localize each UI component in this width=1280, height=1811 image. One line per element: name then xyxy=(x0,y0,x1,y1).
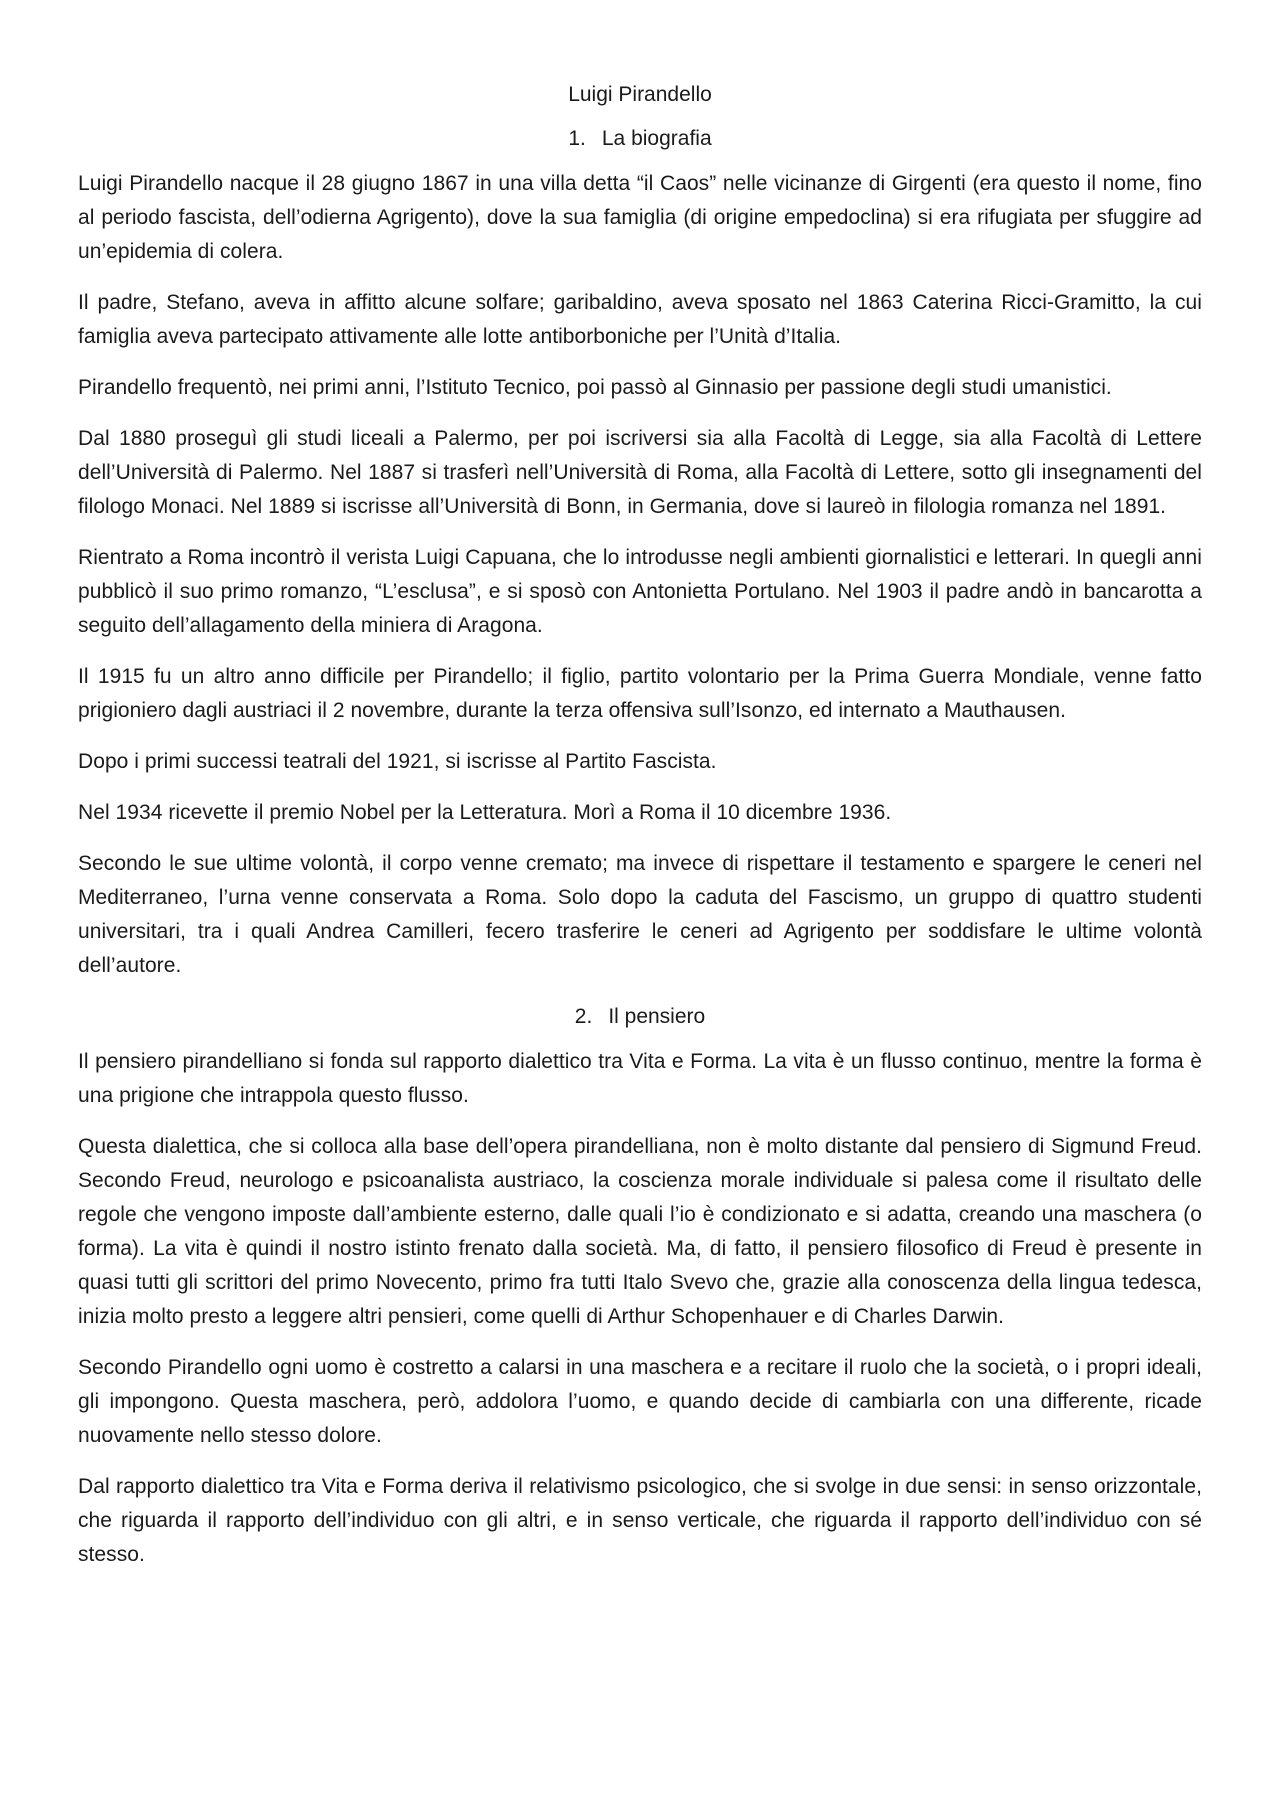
section-number: 2. xyxy=(574,1005,593,1028)
section-heading xyxy=(78,1000,1202,1034)
paragraph: Dal rapporto dialettico tra Vita e Forma deriva il relativismo psicologico, che si svolge in due sensi: in senso orizzontale, che riguarda il rapporto dell’individuo con gli altri, e in senso verticale, che riguarda il rapporto dell’individuo con sé stesso. xyxy=(78,1475,1202,1566)
paragraph: Secondo Pirandello ogni uomo è costretto a calarsi in una maschera e a recitare il ruolo che la società, o i propri ideali, gli impongono. Questa maschera, però, addolora l’uomo, e quando decide di cambiarla con una differente, ricade nuovamente nello stesso dolore. xyxy=(78,1356,1202,1447)
paragraph: Nel 1934 ricevette il premio Nobel per la Letteratura. Morì a Roma il 10 dicembre 1936. xyxy=(78,801,892,824)
paragraph: Dopo i primi successi teatrali del 1921, si iscrisse al Partito Fascista. xyxy=(78,750,717,773)
document-title: Luigi Pirandello xyxy=(568,83,712,106)
paragraph: Dal 1880 proseguì gli studi liceali a Palermo, per poi iscriversi sia alla Facoltà di Legge, sia alla Facoltà di Lettere dell’Università di Palermo. Nel 1887 si trasferì nell’Università di Roma, alla Facoltà di Lettere, sotto gli insegnamenti del filologo Monaci. Nel 1889 si iscrisse all’Università di Bonn, in Germania, dove si laureò in filologia romanza nel 1891. xyxy=(78,427,1202,518)
section-number: 1. xyxy=(568,127,586,150)
section-heading-text: Il pensiero xyxy=(608,1005,706,1028)
section-heading-text: La biografia xyxy=(601,127,712,150)
section-heading xyxy=(78,122,1202,156)
paragraph: Luigi Pirandello nacque il 28 giugno 1867 in una villa detta “il Caos” nelle vicinanze di Girgenti (era questo il nome, fino al periodo fascista, dell’odierna Agrigento), dove la sua famiglia (di origine empedoclina) si era rifugiata per sfuggire ad un’epidemia di colera. xyxy=(78,172,1202,263)
document-page xyxy=(78,78,1202,1589)
paragraph: Il padre, Stefano, aveva in affitto alcune solfare; garibaldino, aveva sposato nel 1863 Caterina Ricci-Gramitto, la cui famiglia aveva partecipato attivamente alle lotte antiborboniche per l’Unità d’Italia. xyxy=(78,291,1202,348)
paragraph: Il 1915 fu un altro anno difficile per Pirandello; il figlio, partito volontario per la Prima Guerra Mondiale, venne fatto prigioniero dagli austriaci il 2 novembre, durante la terza offensiva sull’Isonzo, ed internato a Mauthausen. xyxy=(78,665,1202,722)
section-pensiero xyxy=(78,1000,1202,1572)
paragraph: Pirandello frequentò, nei primi anni, l’Istituto Tecnico, poi passò al Ginnasio per passione degli studi umanistici. xyxy=(78,376,1112,399)
paragraph: Rientrato a Roma incontrò il verista Luigi Capuana, che lo introdusse negli ambienti giornalistici e letterari. In quegli anni pubblicò il suo primo romanzo, “L’esclusa”, e si sposò con Antonietta Portulano. Nel 1903 il padre andò in bancarotta a seguito dell’allagamento della miniera di Aragona. xyxy=(78,546,1202,637)
section-biografia xyxy=(78,122,1202,983)
paragraph: Il pensiero pirandelliano si fonda sul rapporto dialettico tra Vita e Forma. La vita è un flusso continuo, mentre la forma è una prigione che intrappola questo flusso. xyxy=(78,1050,1202,1107)
paragraph: Questa dialettica, che si colloca alla base dell’opera pirandelliana, non è molto distante dal pensiero di Sigmund Freud. Secondo Freud, neurologo e psicoanalista austriaco, la coscienza morale individuale si palesa come il risultato delle regole che vengono imposte dall’ambiente esterno, dalle quali l’io è condizionato e si adatta, creando una maschera (o forma). La vita è quindi il nostro istinto frenato dalla società. Ma, di fatto, il pensiero filosofico di Freud è presente in quasi tutti gli scrittori del primo Novecento, primo fra tutti Italo Svevo che, grazie alla conoscenza della lingua tedesca, inizia molto presto a leggere altri pensieri, come quelli di Arthur Schopenhauer e di Charles Darwin. xyxy=(78,1135,1202,1328)
paragraph: Secondo le sue ultime volontà, il corpo venne cremato; ma invece di rispettare il testamento e spargere le ceneri nel Mediterraneo, l’urna venne conservata a Roma. Solo dopo la caduta del Fascismo, un gruppo di quattro studenti universitari, tra i quali Andrea Camilleri, fecero trasferire le ceneri ad Agrigento per soddisfare le ultime volontà dell’autore. xyxy=(78,852,1202,977)
